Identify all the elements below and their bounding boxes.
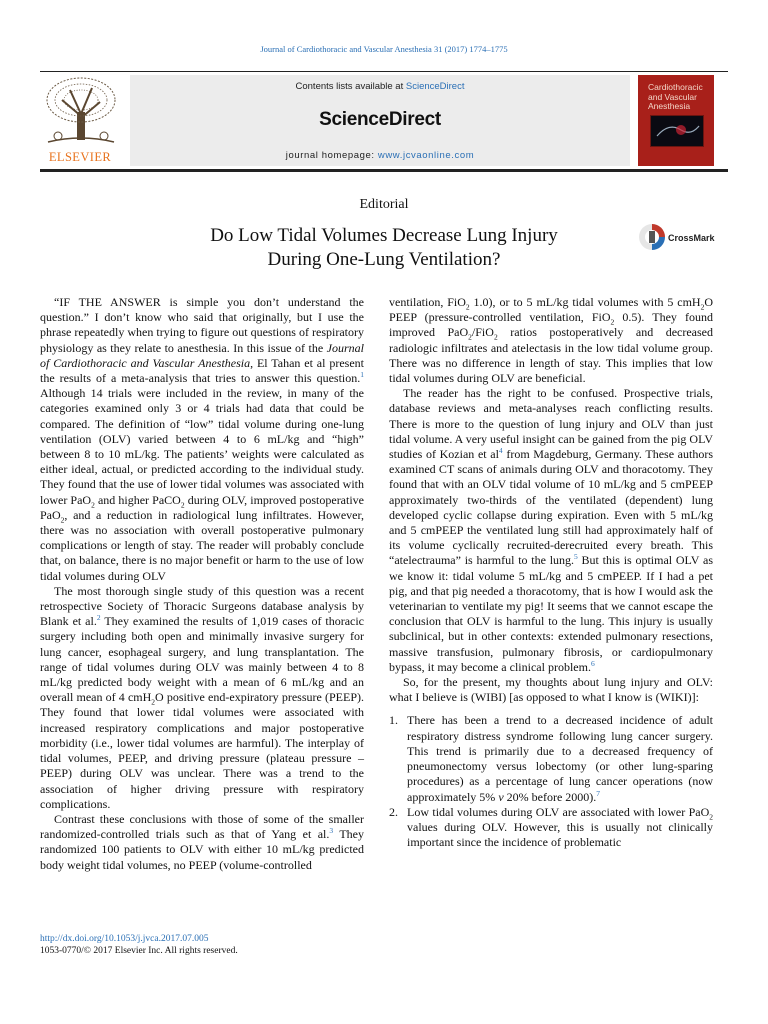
- cover-illustration: [650, 115, 704, 147]
- journal-citation[interactable]: Journal of Cardiothoracic and Vascular Anesthesia 31 (2017) 1774–1775: [260, 44, 508, 54]
- article-type: Editorial: [359, 197, 409, 212]
- header-rule-top: [40, 71, 728, 72]
- crossmark-label: CrossMark: [668, 233, 715, 243]
- title-line-2: During One-Lung Ventilation?: [267, 249, 501, 270]
- paragraph: “IF THE ANSWER is simple you don’t understand the question.” I don’t know who said that originally, but I use the phrase repeatedly when trying to figure out questions of respiratory physiology as they relate to anesthesia. In this issue of the Journal of Cardiothoracic and Vascular Anesthesia, El Tahan et al present the results of a meta-analysis that tries to answer this question.$^1$ Although 14 trials were included in the review, in many of the categories examined only 3 or 4 trials had data that could be compared. The definition of “low” tidal volume during one-lung ventilation (OLV) varied between 4 to 6 mL/kg and “high” between 8 to 10 mL/kg. The patients’ weights were calculated as either ideal, actual, or predicted according to the individual study. They found that the use of lower tidal volumes was associated with lower PaO$_2$ and higher PaCO$_2$ during OLV, improved postoperative PaO$_2$, and a reduction in radiological lung infiltrates. However, there was no association with overall postoperative pulmonary complications or length of stay. The reader will probably conclude that, on balance, there is no major benefit or harm to the use of low tidal volumes during OLV: [40, 295, 365, 583]
- homepage-link[interactable]: www.jcvaonline.com: [377, 150, 475, 161]
- list-item: 2. Low tidal volumes during OLV are associated with lower PaO$_2$ values during OLV. However, this is usually not clinically important since the incidence of problematic: [389, 804, 713, 850]
- right-column: [389, 295, 713, 850]
- copyright: 1053-0770/© 2017 Elsevier Inc. All rights reserved.: [40, 946, 238, 956]
- journal-cover-image[interactable]: [638, 75, 714, 166]
- footnote: [40, 933, 238, 957]
- contents-prefix: Contents lists available at: [295, 81, 406, 92]
- sciencedirect-link[interactable]: ScienceDirect: [405, 81, 465, 92]
- contents-line: [130, 81, 630, 92]
- elsevier-wordmark: ELSEVIER: [48, 150, 112, 164]
- numbered-list: [389, 713, 713, 850]
- doi-link[interactable]: http://dx.doi.org/10.1053/j.jvca.2017.07.005: [40, 934, 209, 944]
- paragraph: The most thorough single study of this question was a recent retrospective Society of Thoracic Surgeons database analysis by Blank et al.$^2$ They examined the results of 1,019 cases of thoracic surgery including both open and minimally invasive surgery for lung cancer, esophageal surgery, and lung transplantation. The range of tidal volumes during OLV was mainly between 4 to 8 mL/kg predicted body weight with a mean of 6 mL/kg and an overall mean of 4 cmH$_2$O positive end-expiratory pressure (PEEP). They found that lower tidal volumes were associated with increased respiratory complications and major postoperative morbidity (i.e., lower tidal volumes are harmful). The interplay of tidal volumes, PEEP, and driving pressure (plateau pressure – PEEP) during OLV was unclear. There was a trend to the association of higher driving pressure with respiratory complications.: [40, 583, 365, 811]
- list-item: 1. There has been a trend to a decreased incidence of adult respiratory distress syndrome following lung cancer surgery. This trend is primarily due to a decreased frequency of pneumonectomy versus lobectomy (or other lung-sparing procedures) as a percentage of lung cancer operations (now approximately 5% v 20% before 2000).$^7$: [389, 713, 713, 804]
- homepage-prefix: journal homepage:: [285, 150, 378, 161]
- paragraph: Contrast these conclusions with those of some of the smaller randomized-controlled trials such as that of Yang et al.$^3$ They randomized 100 patients to OLV with either 10 mL/kg predicted body weight tidal volumes, no PEEP (volume-controlled: [40, 811, 364, 872]
- masthead: [130, 75, 630, 166]
- paragraph: ventilation, FiO$_2$ 1.0), or to 5 mL/kg tidal volumes with 5 cmH$_2$O PEEP (pressure-controlled ventilation, FiO$_2$ 0.5). They found improved PaO$_2$/FiO$_2$ ratios postoperatively and decreased radiologic infiltrates and atelectasis in the low tidal volume group. There was no difference in length of stay. This implies that low tidal volumes during OLV are beneficial.: [389, 295, 714, 386]
- sciencedirect-title: ScienceDirect: [319, 109, 441, 130]
- homepage-line: [130, 150, 630, 161]
- paragraph: So, for the present, my thoughts about lung injury and OLV: what I believe is (WIBI) [as opposed to what I know is (WIKI)]:: [389, 675, 713, 705]
- article-title: [140, 224, 628, 272]
- cover-title: Cardiothoracic and Vascular Anesthesia: [648, 82, 703, 111]
- paragraph: The reader has the right to be confused. Prospective trials, database reviews and meta-analyses reach conflicting results. There is more to the question of lung injury and OLV than just tidal volume. A very useful insight can be gained from the pig OLV studies of Kozian et $al^4$ from Magdeburg, Germany. These authors examined CT scans of animals during OLV and thoracotomy. They found that with an OLV tidal volume of 10 mL/kg and 5 cmPEEP approximately two-thirds of the ventilated (dependent) lung developed cyclic collapse during expiration. Even with 5 mL/kg and 5 cmPEEP the ventilated lung still had approximately half of its volume cyclically recruited-derecruited every breath. This “atelectrauma” is harmful to the lung.$^5$ But this is optimal OLV as we know it: tidal volume 5 mL/kg and 5 cmPEEP. If I had a pet pig, and that pig needed a thoracotomy, that is how I would ask the veterinarian to ventilate my pig! It seems that we cannot escape the conclusion that OLV is harmful to the lung. This injury is usually subclinical, but in other contexts: extended pulmonary resections, massive transfusion, pulmonary fibrosis, or cardiopulmonary bypass, it may become a clinical problem.$^6$: [389, 386, 713, 674]
- header-rule-bottom: [40, 169, 728, 172]
- left-column: [40, 295, 364, 873]
- title-line-1: Do Low Tidal Volumes Decrease Lung Injury: [210, 225, 558, 246]
